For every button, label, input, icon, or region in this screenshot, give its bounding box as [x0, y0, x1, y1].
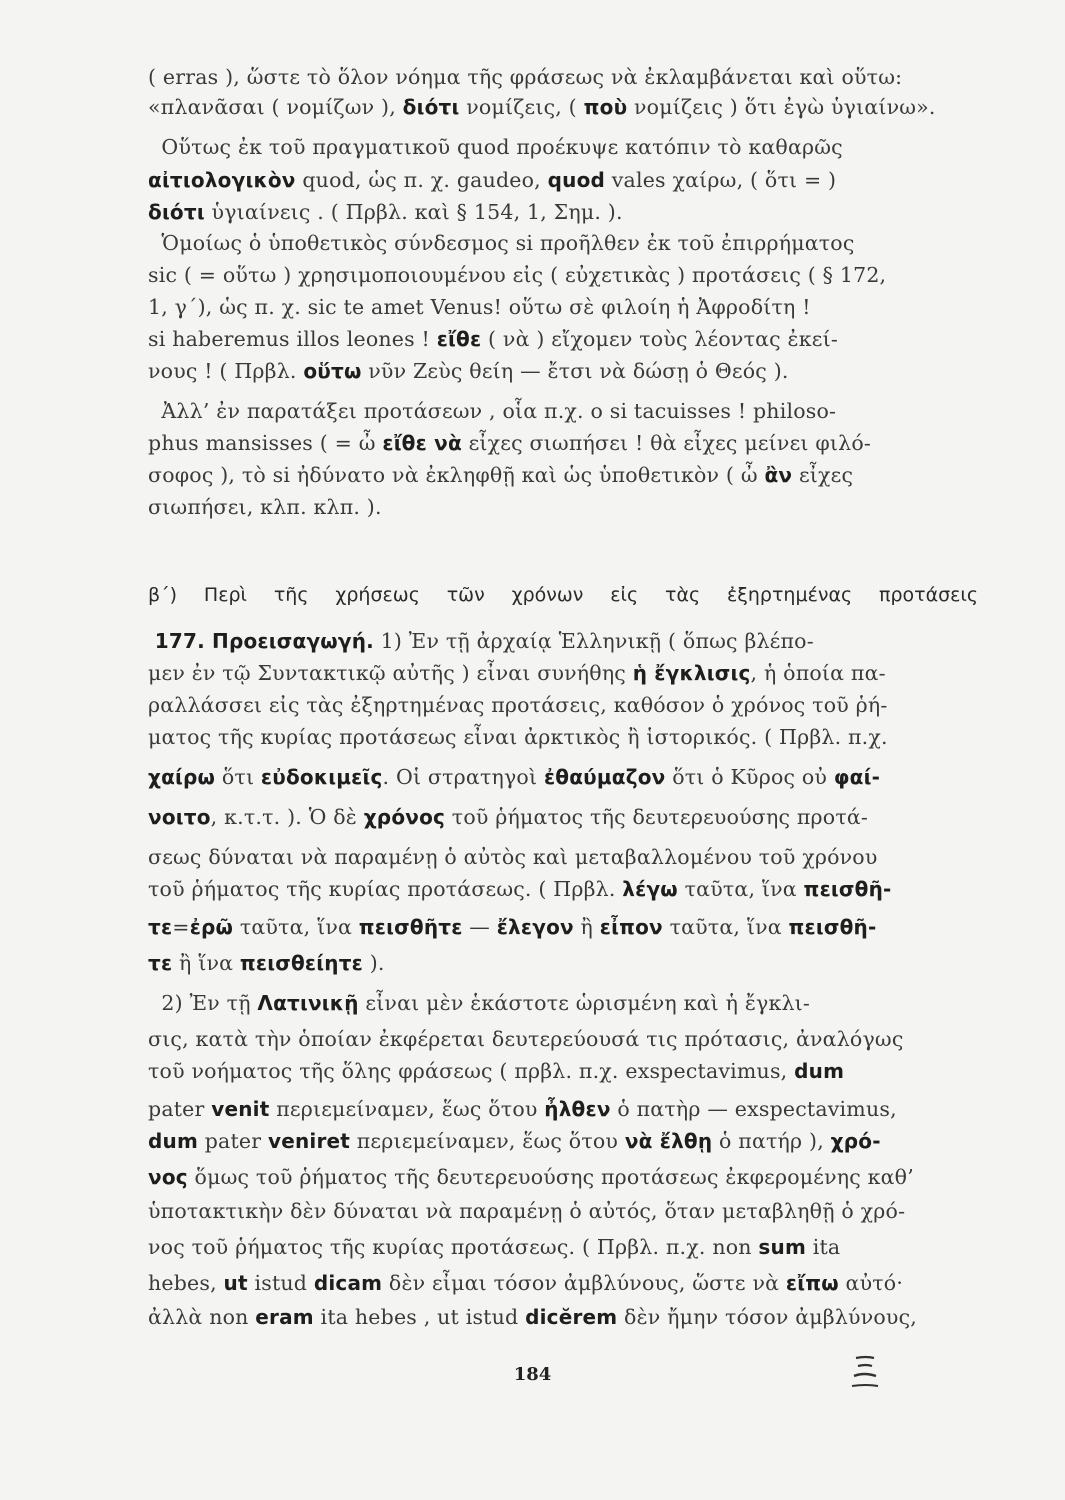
- text-line: τε ἢ ἵνα πεισθείητε ).: [148, 951, 385, 975]
- text-line: Ἀλλ’ ἐν παρατάξει προτάσεων , οἷα π.χ. o si tacuisses ! philoso-: [148, 399, 837, 423]
- text-line: χαίρω ὅτι εὐδοκιμεῖς. Οἱ στρατηγοὶ ἐθαύμαζον ὅτι ὁ Κῦρος οὐ φαί-: [148, 765, 881, 789]
- printer-mark-icon: [850, 1352, 880, 1392]
- text-line: σεως δύναται νὰ παραμένῃ ὁ αὐτὸς καὶ μεταβαλλομένου τοῦ χρόνου: [148, 845, 878, 869]
- text-line: phus mansisses ( = ὦ εἴθε νὰ εἶχες σιωπήσει ! θὰ εἶχες μείνει φιλό-: [148, 431, 872, 455]
- text-line: ραλλάσσει εἰς τὰς ἐξηρτημένας προτάσεις, καθόσον ὁ χρόνος τοῦ ῥή-: [148, 693, 888, 717]
- text-line: μεν ἐν τῷ Συντακτικῷ αὐτῆς ) εἶναι συνήθης ἡ ἔγκλισις, ἡ ὁποία πα-: [148, 661, 886, 685]
- section-heading: β΄) Περὶ τῆς χρήσεως τῶν χρόνων εἰς τὰς ἐξηρτημένας προτάσεις: [148, 584, 978, 606]
- text-line: Οὕτως ἐκ τοῦ πραγματικοῦ quod προέκυψε κατόπιν τὸ καθαρῶς: [148, 135, 843, 159]
- text-line: Ὁμοίως ὁ ὑποθετικὸς σύνδεσμος si προῆλθεν ἐκ τοῦ ἐπιρρήματος: [148, 231, 855, 255]
- text-line: τε=ἐρῶ ταῦτα, ἵνα πεισθῆτε — ἔλεγον ἢ εἶπον ταῦτα, ἵνα πεισθῆ-: [148, 915, 877, 939]
- page-number: 184: [513, 1364, 552, 1385]
- text-line: σοφος ), τὸ si ἠδύνατο νὰ ἐκληφθῇ καὶ ὡς ὑποθετικὸν ( ὦ ἂν εἶχες: [148, 463, 854, 487]
- text-line: σις, κατὰ τὴν ὁποίαν ἐκφέρεται δευτερεύουσά τις πρότασις, ἀναλόγως: [148, 1027, 904, 1051]
- text-line: τοῦ νοήματος τῆς ὅλης φράσεως ( πρβλ. π.χ. exspectavimus, dum: [148, 1059, 845, 1083]
- text-line: dum pater veniret περιεμείναμεν, ἕως ὅτου νὰ ἔλθῃ ὁ πατήρ ), χρό-: [148, 1129, 881, 1153]
- text-line: διότι ὑγιαίνεις . ( Πρβλ. καὶ § 154, 1, Σημ. ).: [148, 200, 623, 224]
- text-line: σιωπήσει, κλπ. κλπ. ).: [148, 495, 382, 519]
- text-line: 1, γ΄), ὡς π. χ. sic te amet Venus! οὕτω σὲ φιλοίη ἡ Ἀφροδίτη !: [148, 295, 811, 319]
- text-line: pater venit περιεμείναμεν, ἕως ὅτου ἦλθεν ὁ πατὴρ — exspectavimus,: [148, 1097, 897, 1121]
- text-line: νος τοῦ ῥήματος τῆς κυρίας προτάσεως. ( Πρβλ. π.χ. non sum ita: [148, 1235, 841, 1259]
- text-line: ἀλλὰ non eram ita hebes , ut istud dicĕrem δὲν ἤμην τόσον ἀμβλύνους,: [148, 1305, 917, 1329]
- text-line: 177. Προεισαγωγή. 1) Ἐν τῇ ἀρχαίᾳ Ἑλληνικῇ ( ὅπως βλέπο-: [154, 629, 814, 653]
- text-line: ( erras ), ὥστε τὸ ὅλον νόημα τῆς φράσεως νὰ ἐκλαμβάνεται καὶ οὕτω:: [148, 65, 903, 89]
- text-line: sic ( = οὕτω ) χρησιμοποιουμένου εἰς ( εὐχετικὰς ) προτάσεις ( § 172,: [148, 263, 887, 287]
- text-line: si haberemus illos leones ! εἴθε ( νὰ ) εἴχομεν τοὺς λέοντας ἐκεί-: [148, 327, 838, 351]
- text-line: νος ὅμως τοῦ ῥήματος τῆς δευτερευούσης προτάσεως ἐκφερομένης καθ’: [148, 1165, 914, 1189]
- text-line: ματος τῆς κυρίας προτάσεως εἶναι ἀρκτικὸς ἢ ἱστορικός. ( Πρβλ. π.χ.: [148, 725, 888, 749]
- text-line: «πλανᾶσαι ( νομίζων ), διότι νομίζεις, ( ποὺ νομίζεις ) ὅτι ἐγὼ ὑγιαίνω».: [148, 95, 936, 119]
- text-line: νους ! ( Πρβλ. οὕτω νῦν Ζεὺς θείη — ἔτσι νὰ δώσῃ ὁ Θεός ).: [148, 359, 789, 383]
- text-line: νοιτο, κ.τ.τ. ). Ὁ δὲ χρόνος τοῦ ῥήματος τῆς δευτερευούσης προτά-: [148, 805, 869, 829]
- text-line: τοῦ ῥήματος τῆς κυρίας προτάσεως. ( Πρβλ. λέγω ταῦτα, ἵνα πεισθῆ-: [148, 877, 892, 901]
- text-line: 2) Ἐν τῇ Λατινικῇ εἶναι μὲν ἑκάστοτε ὡρισμένη καὶ ἡ ἔγκλι-: [148, 991, 811, 1015]
- text-line: hebes, ut istud dicam δὲν εἶμαι τόσον ἀμβλύνους, ὥστε νὰ εἴπω αὐτό·: [148, 1271, 904, 1295]
- text-line: αἰτιολογικὸν quod, ὡς π. χ. gaudeo, quod vales χαίρω, ( ὅτι = ): [148, 168, 837, 192]
- text-line: ὑποτακτικὴν δὲν δύναται νὰ παραμένῃ ὁ αὐτός, ὅταν μεταβληθῇ ὁ χρό-: [148, 1199, 906, 1223]
